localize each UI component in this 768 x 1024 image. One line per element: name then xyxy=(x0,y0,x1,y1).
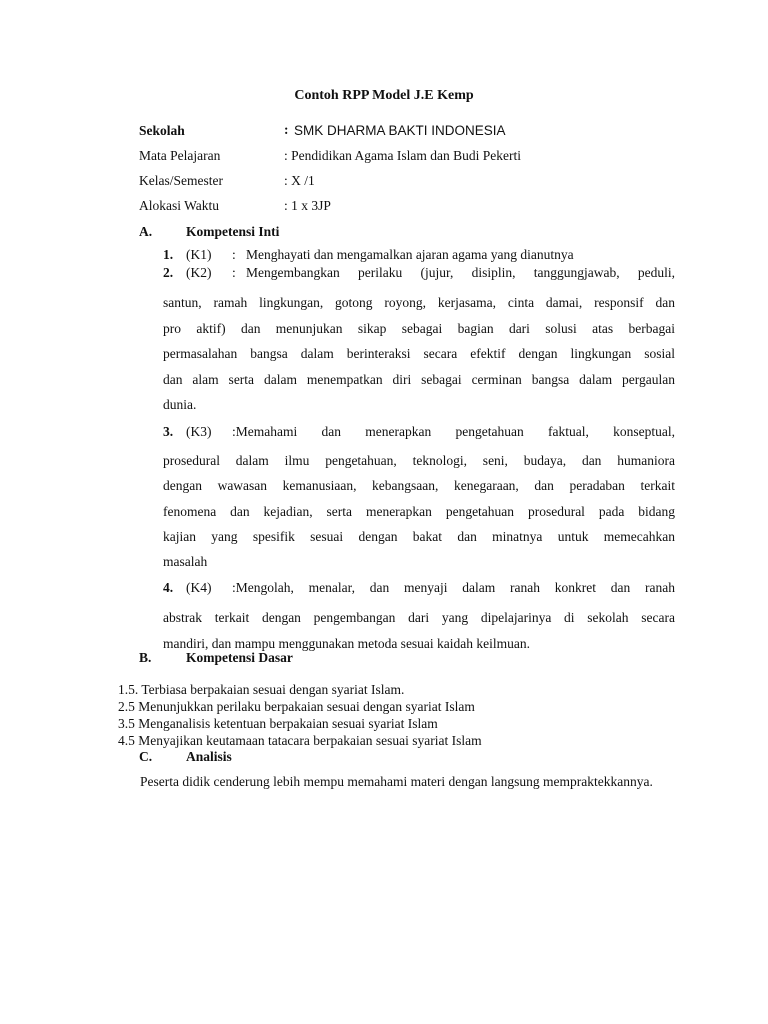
ki-1-number: 1. xyxy=(163,247,174,262)
ki-3-number: 3. xyxy=(163,424,174,439)
ki-3-body xyxy=(163,448,675,574)
ki-2-first-line-wrap xyxy=(246,265,675,281)
section-a-letter: A. xyxy=(139,224,153,239)
kd-item: 4.5 Menyajikan keutamaan tatacara berpakaian sesuai syariat Islam xyxy=(118,733,482,748)
ki-2-separator: : xyxy=(232,265,236,280)
ki-3-first-line-wrap xyxy=(232,424,675,440)
section-b-title: Kompetensi Dasar xyxy=(186,650,293,665)
ki-3-line: kajian yang spesifik sesuai dengan bakat dan minatnya untuk memecahkan xyxy=(163,528,675,544)
identity-colon-sekolah: : xyxy=(284,122,289,137)
identity-value-alokasi: : 1 x 3JP xyxy=(284,198,331,213)
ki-3-line: dengan wawasan kemanusiaan, kebangsaan, kenegaraan, dan peradaban terkait xyxy=(163,478,675,494)
ki-1-code: (K1) xyxy=(186,247,212,262)
section-c-title: Analisis xyxy=(186,749,232,764)
identity-value-kelas: : X /1 xyxy=(284,173,315,188)
ki-3-line: fenomena dan kejadian, serta menerapkan pengetahuan prosedural pada bidang xyxy=(163,503,675,519)
identity-label-kelas: Kelas/Semester xyxy=(139,173,223,188)
analisis-paragraph: Peserta didik cenderung lebih mempu memahami materi dengan langsung mempraktekkannya. xyxy=(140,774,653,789)
ki-3-code: (K3) xyxy=(186,424,212,439)
section-a-title: Kompetensi Inti xyxy=(186,224,280,239)
ki-3-first-line: :Memahami dan menerapkan pengetahuan faktual, konseptual, xyxy=(232,424,675,439)
ki-4-first-line-wrap xyxy=(232,580,675,596)
ki-2-line: santun, ramah lingkungan, gotong royong, kerjasama, cinta damai, responsif dan xyxy=(163,295,675,310)
section-c-letter: C. xyxy=(139,749,153,764)
identity-label-sekolah: Sekolah xyxy=(139,123,185,138)
section-b-letter: B. xyxy=(139,650,152,665)
ki-4-body xyxy=(163,605,675,656)
ki-4-code: (K4) xyxy=(186,580,212,595)
ki-3-line: prosedural dalam ilmu pengetahuan, teknologi, seni, budaya, dan humaniora xyxy=(163,453,675,468)
ki-4-first-line: :Mengolah, menalar, dan menyaji dalam ranah konkret dan ranah xyxy=(232,580,675,595)
identity-label-alokasi: Alokasi Waktu xyxy=(139,198,220,213)
kd-item: 2.5 Menunjukkan perilaku berpakaian sesuai dengan syariat Islam xyxy=(118,699,475,714)
ki-4-line: mandiri, dan mampu menggunakan metoda sesuai kaidah keilmuan. xyxy=(163,635,531,651)
ki-2-line: permasalahan bangsa dalam berinteraksi secara efektif dengan lingkungan sosial xyxy=(163,346,675,361)
ki-4-number: 4. xyxy=(163,580,174,595)
ki-3-line: masalah xyxy=(163,554,208,570)
ki-2-body xyxy=(163,290,675,418)
ki-2-code: (K2) xyxy=(186,265,212,280)
ki-4-line: abstrak terkait dengan pengembangan dari yang dipelajarinya di sekolah secara xyxy=(163,610,675,625)
ki-2-line: dan alam serta dalam menempatkan diri sebagai cerminan bangsa dalam pergaulan xyxy=(163,371,675,387)
ki-2-first-line: Mengembangkan perilaku (jujur, disiplin, tanggungjawab, peduli, xyxy=(246,265,675,280)
kd-item: 1.5. Terbiasa berpakaian sesuai dengan syariat Islam. xyxy=(118,682,405,697)
ki-2-number: 2. xyxy=(163,265,174,280)
identity-value-sekolah: SMK DHARMA BAKTI INDONESIA xyxy=(294,123,506,138)
kd-item: 3.5 Menganalisis ketentuan berpakaian sesuai syariat Islam xyxy=(118,716,438,731)
ki-1-separator: : xyxy=(232,247,236,262)
identity-label-mapel: Mata Pelajaran xyxy=(139,148,221,163)
ki-1-text: Menghayati dan mengamalkan ajaran agama yang dianutnya xyxy=(246,247,574,262)
ki-2-line: dunia. xyxy=(163,397,197,412)
document-title: Contoh RPP Model J.E Kemp xyxy=(294,88,474,103)
identity-value-mapel: : Pendidikan Agama Islam dan Budi Pekerti xyxy=(284,148,521,163)
ki-2-line: pro aktif) dan menunjukan sikap sebagai bagian dari solusi atas berbagai xyxy=(163,320,675,336)
